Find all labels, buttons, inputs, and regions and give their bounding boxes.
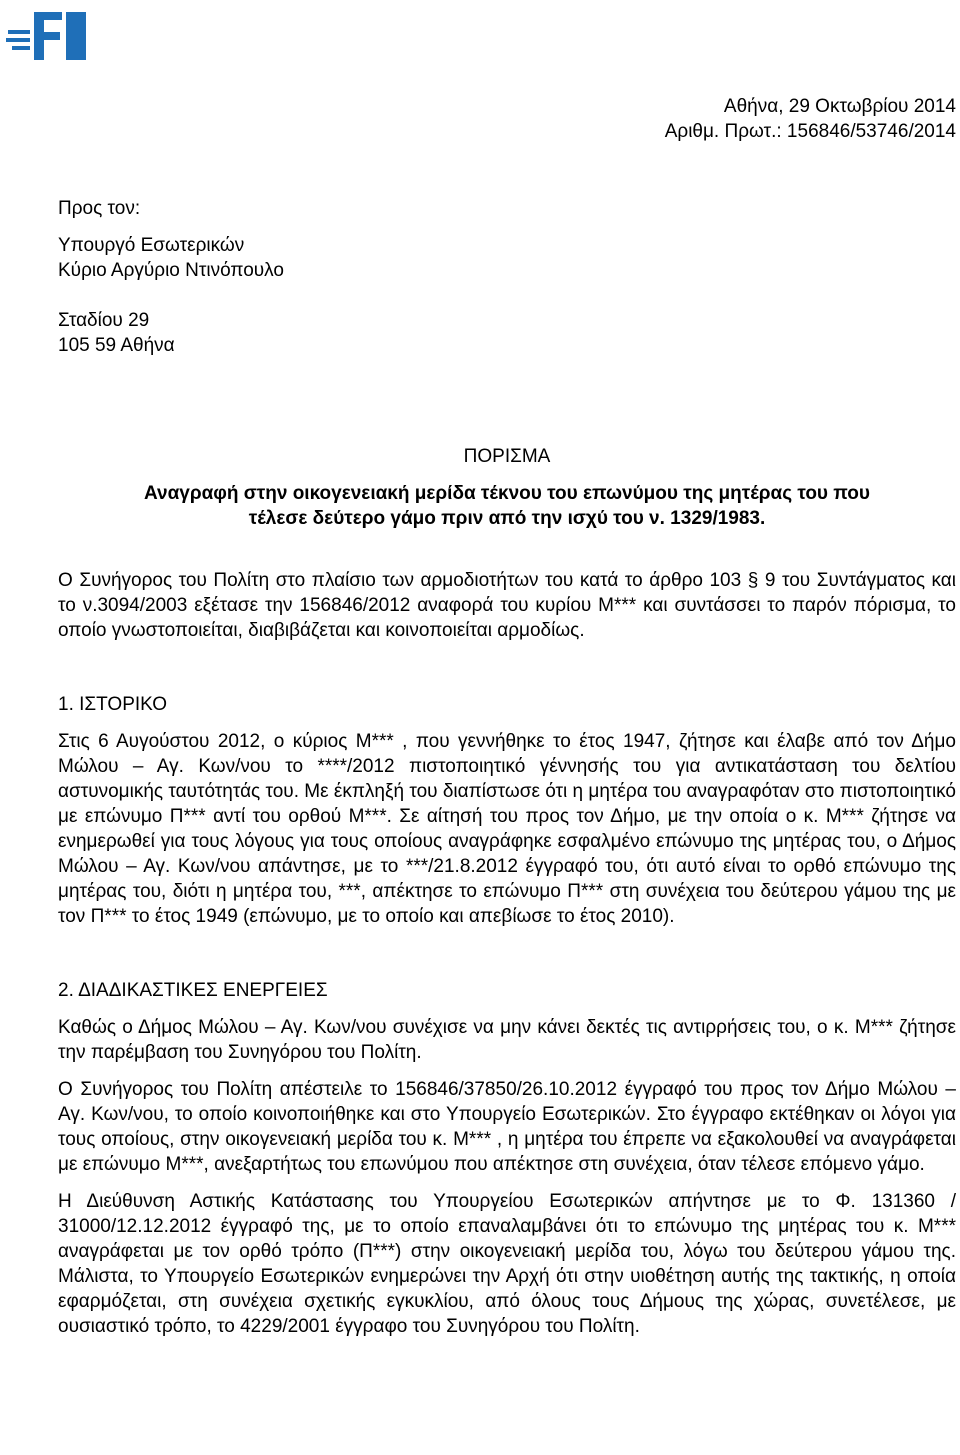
- recipient-name: Κύριο Αργύριο Ντινόπουλο: [58, 260, 284, 281]
- document-type: ΠΟΡΙΣΜΑ: [463, 446, 551, 467]
- procedures-paragraph-3: Η Διεύθυνση Αστικής Κατάστασης του Υπουργείου Εσωτερικών απήντησε με το Φ. 131360 / 31000/12.12.2012 έγγραφό της, με το οποίο επαναλαμβάνει ότι το επώνυμο της μητέρας του κ. Μ*** αναγράφεται με τον ορθό τρόπο (Π***) στην οικογενειακή μερίδα του, λόγω του δεύτερου γάμου της. Μάλιστα, το Υπουργείο Εσωτερικών ενημερώνει την Αρχή ότι στην υιοθέτηση αυτής της τακτικής, η οποία εφαρμόζεται, στη συνέχεια σχετικής εγκυκλίου, από όλους τους Δήμους της χώρας, συνετέλεσε, με ουσιαστικό τρόπο, το 4229/2001 έγγραφο του Συνηγόρου του Πολίτη.: [58, 1191, 956, 1337]
- document-page: [58, 94, 956, 1339]
- document-date: Αθήνα, 29 Οκτωβρίου 2014: [723, 96, 956, 117]
- intro-paragraph: Ο Συνήγορος του Πολίτη στο πλαίσιο των αρμοδιοτήτων του κατά το άρθρο 103 § 9 του Συντάγματος και το ν.3094/2003 εξέτασε την 156846/2012 αναφορά του κυρίου Μ*** και συντάσσει το παρόν πόρισμα, το οποίο γνωστοποιείται, διαβιβάζεται και κοινοποιείται αρμοδίως.: [58, 570, 956, 641]
- recipient-city: 105 59 Αθήνα: [58, 335, 175, 356]
- procedures-paragraph-1: Καθώς ο Δήμος Μώλου – Αγ. Κων/νου συνέχισε να μην κάνει δεκτές τις αντιρρήσεις του, ο κ. Μ*** ζήτησε την παρέμβαση του Συνηγόρου του Πολίτη.: [58, 1017, 956, 1063]
- subject-line-2: τέλεσε δεύτερο γάμο πριν από την ισχύ του ν. 1329/1983.: [248, 508, 766, 529]
- history-paragraph: Στις 6 Αυγούστου 2012, ο κύριος Μ*** , που γεννήθηκε το έτος 1947, ζήτησε και έλαβε από τον Δήμο Μώλου – Αγ. Κων/νου το ****/2012 πιστοποιητικό γέννησής του για αντικατάσταση του δελτίου αστυνομικής ταυτότητάς του. Με έκπληξή του διαπίστωσε ότι η μητέρα του αναγραφόταν στο πιστοποιητικό με επώνυμο Π*** αντί του ορθού Μ***. Σε αίτησή του προς τον Δήμο, με την οποία ο κ. Μ*** ζήτησε να ενημερωθεί για τους λόγους για τους οποίους αναγράφηκε εσφαλμένο επώνυμο της μητέρας του, ο Δήμος Μώλου – Αγ. Κων/νου απάντησε, με το ***/21.8.2012 έγγραφό του, ότι αυτό είναι το ορθό επώνυμο της μητέρας του, διότι η μητέρα του, ***, απέκτησε το επώνυμο Π*** στη συνέχεια του δεύτερου γάμου της με τον Π*** το έτος 1949 (επώνυμο, με το οποίο και απεβίωσε το έτος 2010).: [58, 731, 956, 927]
- recipient-title: Υπουργό Εσωτερικών: [58, 235, 245, 256]
- ombudsman-logo: [4, 6, 90, 64]
- recipient-to-label: Προς τον:: [58, 198, 141, 219]
- section-heading-history: 1. ΙΣΤΟΡΙΚΟ: [58, 694, 168, 715]
- subject-line-1: Αναγραφή στην οικογενειακή μερίδα τέκνου του επωνύμου της μητέρας του που: [144, 483, 870, 504]
- protocol-number: Αριθμ. Πρωτ.: 156846/53746/2014: [664, 121, 956, 142]
- procedures-paragraph-2: Ο Συνήγορος του Πολίτη απέστειλε το 156846/37850/26.10.2012 έγγραφό του προς τον Δήμο Μώλου – Αγ. Κων/νου, το οποίο κοινοποιήθηκε και στο Υπουργείο Εσωτερικών. Στο έγγραφο εκτέθηκαν οι λόγοι για τους οποίους, στην οικογενειακή μερίδα του κ. Μ*** , η μητέρα του έπρεπε να εξακολουθεί να αναγράφεται με επώνυμο Μ***, ανεξαρτήτως του επωνύμου που απέκτησε στη συνέχεια, όταν τέλεσε επόμενο γάμο.: [58, 1079, 956, 1175]
- section-heading-procedures: 2. ΔΙΑΔΙΚΑΣΤΙΚΕΣ ΕΝΕΡΓΕΙΕΣ: [58, 980, 328, 1001]
- recipient-street: Σταδίου 29: [58, 310, 150, 331]
